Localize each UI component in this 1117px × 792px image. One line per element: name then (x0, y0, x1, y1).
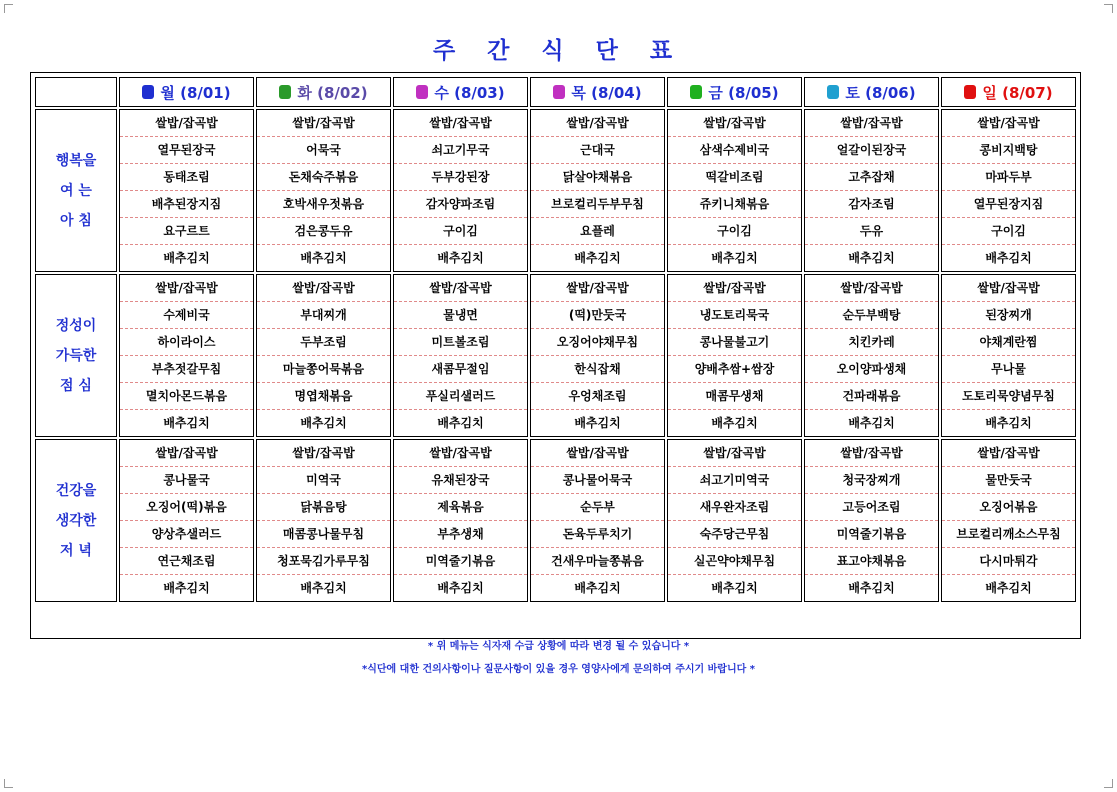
weekly-menu-table (33, 75, 1078, 604)
menu-item: 배추김치 (437, 581, 484, 595)
menu-cell (256, 439, 391, 602)
meal-label-line: 저 녁 (60, 542, 92, 559)
menu-item: 떡갈비조림 (668, 164, 801, 191)
menu-item: 배추된장지짐 (120, 191, 253, 218)
menu-cell (393, 109, 528, 272)
menu-cell (667, 439, 802, 602)
menu-item: 배추김치 (163, 416, 210, 430)
day-header-5 (667, 77, 802, 107)
meal-label-line: 여 는 (60, 182, 92, 199)
menu-item: 부추생채 (394, 521, 527, 548)
menu-item: 쌀밥/잡곡밥 (805, 440, 938, 467)
menu-item: 제육볶음 (394, 494, 527, 521)
day-header-7 (941, 77, 1076, 107)
tree-day-icon (553, 85, 565, 99)
menu-cell (941, 109, 1076, 272)
menu-item: 명엽채볶음 (257, 383, 390, 410)
menu-item: 물냉면 (394, 302, 527, 329)
note-change-notice: * 위 메뉴는 식자재 수급 상황에 따라 변경 될 수 있습니다 * (427, 641, 690, 652)
menu-item: 쌀밥/잡곡밥 (120, 110, 253, 137)
menu-item: 청포묵김가루무침 (257, 548, 390, 575)
menu-cell (667, 109, 802, 272)
menu-item: 하이라이스 (120, 329, 253, 356)
water-day-icon (416, 85, 428, 99)
menu-item: 열무된장국 (120, 137, 253, 164)
menu-item: 배추김치 (300, 581, 347, 595)
menu-item: 열무된장지짐 (942, 191, 1075, 218)
menu-cell (256, 274, 391, 437)
menu-item: 호박새우젓볶음 (257, 191, 390, 218)
menu-item: 우엉채조림 (531, 383, 664, 410)
menu-item: 감자조림 (805, 191, 938, 218)
menu-item: 어묵국 (257, 137, 390, 164)
meal-label-line: 점 심 (60, 377, 92, 394)
menu-item: 다시마튀각 (942, 548, 1075, 575)
day-header-4 (530, 77, 665, 107)
menu-cell (393, 274, 528, 437)
menu-item: 쌀밥/잡곡밥 (120, 440, 253, 467)
day-header-label: 목 (8/04) (571, 83, 642, 102)
menu-item: 쌀밥/잡곡밥 (394, 275, 527, 302)
menu-item: 새콤무절임 (394, 356, 527, 383)
menu-item: 구이김 (394, 218, 527, 245)
menu-item: 배추김치 (437, 416, 484, 430)
menu-item: 오징어(떡)볶음 (120, 494, 253, 521)
menu-item: 배추김치 (711, 581, 758, 595)
menu-item: 물만둣국 (942, 467, 1075, 494)
meal-row (35, 109, 1076, 272)
menu-item: 배추김치 (574, 416, 621, 430)
menu-item: 삼색수제비국 (668, 137, 801, 164)
menu-item: 콩나물불고기 (668, 329, 801, 356)
menu-cell (119, 274, 254, 437)
menu-item: 한식잡채 (531, 356, 664, 383)
menu-cell (941, 439, 1076, 602)
menu-item: 배추김치 (163, 581, 210, 595)
menu-item: 돈육두루치기 (531, 521, 664, 548)
menu-item: 배추김치 (848, 251, 895, 265)
menu-cell (530, 439, 665, 602)
menu-item: 쌀밥/잡곡밥 (120, 275, 253, 302)
menu-item: 배추김치 (711, 251, 758, 265)
menu-item: 쌀밥/잡곡밥 (805, 275, 938, 302)
menu-item: 구이김 (668, 218, 801, 245)
note-inquiry-notice: *식단에 대한 건의사항이나 질문사항이 있을 경우 영양사에게 문의하여 주시기 바랍니다 * (361, 664, 756, 675)
meal-label-line: 아 침 (60, 212, 92, 229)
menu-item: 쌀밥/잡곡밥 (942, 275, 1075, 302)
day-header-label: 토 (8/06) (845, 83, 916, 102)
menu-cell (119, 439, 254, 602)
day-header-3 (393, 77, 528, 107)
menu-item: 양상추샐러드 (120, 521, 253, 548)
menu-item: 매콤콩나물무침 (257, 521, 390, 548)
menu-item: 요플레 (531, 218, 664, 245)
menu-item: 양배추쌈+쌈장 (668, 356, 801, 383)
menu-item: 무나물 (942, 356, 1075, 383)
menu-cell (119, 109, 254, 272)
menu-item: 동태조림 (120, 164, 253, 191)
day-header-label: 수 (8/03) (434, 83, 505, 102)
menu-item: 미역줄기볶음 (805, 521, 938, 548)
menu-item: 배추김치 (711, 416, 758, 430)
menu-item: 부대찌개 (257, 302, 390, 329)
menu-item: 두유 (805, 218, 938, 245)
fire-day-icon (279, 85, 291, 99)
menu-cell (941, 274, 1076, 437)
meal-label (35, 439, 117, 602)
menu-item: 쌀밥/잡곡밥 (394, 110, 527, 137)
menu-item: 근대국 (531, 137, 664, 164)
menu-item: 수제비국 (120, 302, 253, 329)
menu-item: 마늘쫑어묵볶음 (257, 356, 390, 383)
menu-item: 오징어야채무침 (531, 329, 664, 356)
menu-item: 쌀밥/잡곡밥 (394, 440, 527, 467)
menu-item: 두부조림 (257, 329, 390, 356)
menu-item: 쌀밥/잡곡밥 (531, 440, 664, 467)
menu-item: 쌀밥/잡곡밥 (942, 440, 1075, 467)
earth-day-icon (827, 85, 839, 99)
menu-item: 배추김치 (300, 251, 347, 265)
menu-item: 쌀밥/잡곡밥 (257, 275, 390, 302)
menu-item: 유채된장국 (394, 467, 527, 494)
menu-cell (667, 274, 802, 437)
menu-item: 쌀밥/잡곡밥 (531, 275, 664, 302)
meal-label (35, 109, 117, 272)
menu-item: 두부강된장 (394, 164, 527, 191)
menu-item: 쌀밥/잡곡밥 (257, 110, 390, 137)
day-header-label: 일 (8/07) (982, 83, 1053, 102)
menu-item: 얼갈이된장국 (805, 137, 938, 164)
menu-table-frame (30, 72, 1081, 639)
menu-item: 쌀밥/잡곡밥 (668, 440, 801, 467)
menu-item: 고등어조림 (805, 494, 938, 521)
meal-label (35, 274, 117, 437)
menu-item: 배추김치 (985, 416, 1032, 430)
menu-item: (떡)만둣국 (531, 302, 664, 329)
meal-label-line: 건강을 (55, 482, 97, 499)
menu-item: 미역국 (257, 467, 390, 494)
menu-item: 쌀밥/잡곡밥 (257, 440, 390, 467)
meal-label-line: 정성이 (55, 317, 97, 334)
menu-item: 배추김치 (300, 416, 347, 430)
menu-cell (256, 109, 391, 272)
day-header-1 (119, 77, 254, 107)
menu-item: 연근채조림 (120, 548, 253, 575)
menu-item: 새우완자조림 (668, 494, 801, 521)
menu-item: 미트볼조림 (394, 329, 527, 356)
meal-row (35, 439, 1076, 602)
menu-item: 건파래볶음 (805, 383, 938, 410)
menu-item: 배추김치 (848, 581, 895, 595)
menu-item: 배추김치 (985, 251, 1032, 265)
menu-item: 된장찌개 (942, 302, 1075, 329)
menu-item: 닭살야채볶음 (531, 164, 664, 191)
sun-day-icon (964, 85, 976, 99)
menu-item: 매콤무생채 (668, 383, 801, 410)
menu-item: 미역줄기볶음 (394, 548, 527, 575)
menu-item: 야채계란찜 (942, 329, 1075, 356)
day-header-label: 금 (8/05) (708, 83, 779, 102)
menu-item: 닭볶음탕 (257, 494, 390, 521)
menu-item: 검은콩두유 (257, 218, 390, 245)
menu-item: 표고야채볶음 (805, 548, 938, 575)
page-corner-mark (4, 779, 13, 788)
menu-item: 쌀밥/잡곡밥 (668, 110, 801, 137)
menu-cell (804, 109, 939, 272)
menu-item: 쥬키니채볶음 (668, 191, 801, 218)
page-corner-mark (4, 4, 13, 13)
menu-cell (530, 274, 665, 437)
menu-item: 순두부 (531, 494, 664, 521)
meal-label-line: 행복을 (55, 152, 97, 169)
menu-item: 콩나물국 (120, 467, 253, 494)
menu-item: 쌀밥/잡곡밥 (805, 110, 938, 137)
meal-label-line: 가득한 (55, 347, 97, 364)
menu-cell (393, 439, 528, 602)
menu-item: 콩나물어묵국 (531, 467, 664, 494)
menu-item: 실곤약야채무침 (668, 548, 801, 575)
menu-item: 숙주당근무침 (668, 521, 801, 548)
day-header-label: 화 (8/02) (297, 83, 368, 102)
menu-item: 멸치아몬드볶음 (120, 383, 253, 410)
menu-item: 도토리묵양념무침 (942, 383, 1075, 410)
page-title: 주 간 식 단 표 (432, 38, 685, 64)
menu-item: 감자양파조림 (394, 191, 527, 218)
menu-item: 배추김치 (574, 581, 621, 595)
menu-item: 돈채숙주볶음 (257, 164, 390, 191)
day-header-6 (804, 77, 939, 107)
day-header-2 (256, 77, 391, 107)
menu-item: 요구르트 (120, 218, 253, 245)
meal-row (35, 274, 1076, 437)
menu-cell (530, 109, 665, 272)
menu-item: 배추김치 (985, 581, 1032, 595)
menu-item: 쌀밥/잡곡밥 (668, 275, 801, 302)
meal-label-line: 생각한 (55, 512, 97, 529)
menu-item: 냉도토리묵국 (668, 302, 801, 329)
menu-item: 브로컬리두부무침 (531, 191, 664, 218)
header-row (35, 77, 1076, 107)
menu-item: 쇠고기무국 (394, 137, 527, 164)
menu-item: 배추김치 (163, 251, 210, 265)
moon-day-icon (142, 85, 154, 99)
menu-item: 푸실리샐러드 (394, 383, 527, 410)
menu-item: 콩비지백탕 (942, 137, 1075, 164)
menu-item: 부추젓갈무침 (120, 356, 253, 383)
menu-item: 브로컬리깨소스무침 (942, 521, 1075, 548)
menu-item: 배추김치 (574, 251, 621, 265)
menu-item: 치킨카레 (805, 329, 938, 356)
menu-item: 순두부백탕 (805, 302, 938, 329)
page-corner-mark (1104, 779, 1113, 788)
menu-item: 쌀밥/잡곡밥 (942, 110, 1075, 137)
header-corner-cell (35, 77, 117, 107)
menu-item: 청국장찌개 (805, 467, 938, 494)
menu-item: 오징어볶음 (942, 494, 1075, 521)
menu-cell (804, 274, 939, 437)
menu-cell (804, 439, 939, 602)
menu-item: 오이양파생채 (805, 356, 938, 383)
menu-item: 쌀밥/잡곡밥 (531, 110, 664, 137)
gold-day-icon (690, 85, 702, 99)
menu-item: 마파두부 (942, 164, 1075, 191)
day-header-label: 월 (8/01) (160, 83, 231, 102)
menu-item: 건새우마늘쫑볶음 (531, 548, 664, 575)
menu-item: 배추김치 (437, 251, 484, 265)
menu-item: 고추잡채 (805, 164, 938, 191)
menu-item: 쇠고기미역국 (668, 467, 801, 494)
menu-item: 구이김 (942, 218, 1075, 245)
page-corner-mark (1104, 4, 1113, 13)
menu-item: 배추김치 (848, 416, 895, 430)
